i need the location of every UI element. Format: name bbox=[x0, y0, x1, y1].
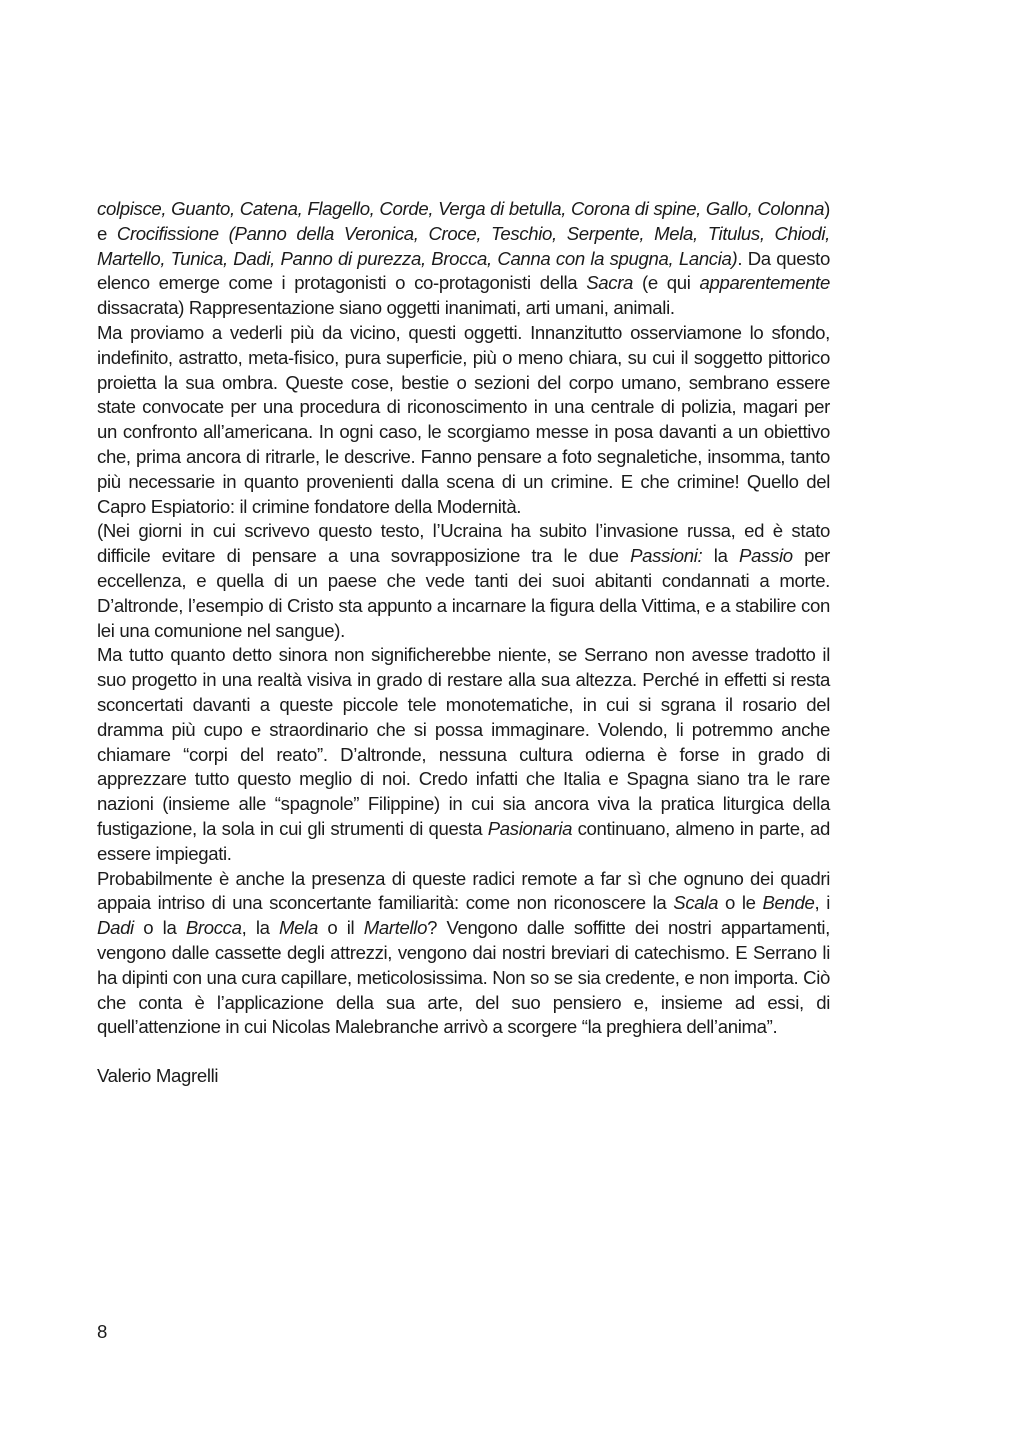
italic-text-run: Bende bbox=[762, 892, 815, 914]
text-run: per eccellenza, e quella di un paese che vede tanti dei suoi abitanti condannati a morte. D’altronde, l’esempio di Cristo sta appunto a incarnare la figura della Vittima, e a stabilire con lei una comunione nel sangue). bbox=[97, 545, 831, 641]
italic-text-run: Brocca bbox=[185, 917, 242, 939]
body-text bbox=[97, 197, 830, 1040]
italic-text-run: Martello bbox=[363, 917, 428, 939]
text-run: dissacrata) Rappresentazione siano oggetti inanimati, arti umani, animali. bbox=[97, 297, 675, 319]
text-run: (Nei giorni in cui scrivevo questo testo, l’Ucraina ha subito l’invasione russa, ed è stato difficile evitare di pensare a una sovrapposizione tra le due bbox=[97, 520, 830, 567]
italic-text-run: Pasionaria bbox=[487, 817, 573, 839]
text-run: o le bbox=[718, 892, 763, 914]
text-run: (e qui bbox=[633, 272, 700, 294]
italic-text-run: Scala bbox=[673, 892, 719, 914]
italic-text-run: Sacra bbox=[586, 272, 634, 294]
text-run: Probabilmente è anche la presenza di queste radici remote a far sì che ognuno dei quadri appaia intriso di una sconcertante familiarità: come non riconoscere la bbox=[97, 867, 830, 914]
italic-text-run: Passio bbox=[739, 545, 793, 567]
paragraph bbox=[97, 321, 830, 519]
italic-text-run: colpisce, Guanto, Catena, Flagello, Corde, Verga di betulla, Corona di spine, Gallo, Colonna bbox=[97, 198, 825, 219]
text-run: ? Vengono dalle soffitte dei nostri appartamenti, vengono dalle cassette degli attrezzi, vengono dai nostri breviari di catechismo. E Serrano li ha dipinti con una cura capillare, meticolosissima. Non so se sia credente, e non importa. Ciò che conta è l’applicazione della sua arte, del suo pensiero e, insieme ad essi, di quell’attenzione in cui Nicolas Malebranche arrivò a scorgere “la preghiera dell’anima”. bbox=[97, 917, 830, 1038]
paragraph bbox=[97, 643, 830, 866]
text-run: Ma tutto quanto detto sinora non significherebbe niente, se Serrano non avesse tradotto il suo progetto in una realtà visiva in grado di restare alla sua altezza. Perché in effetti si resta sconcertati davanti a queste piccole tele monotematiche, in cui si sgrana il rosario del dramma più cupo e straordinario che si possa immaginare. Volendo, li potremmo anche chiamare “corpi del reato”. D’altronde, nessuna cultura odierna è forse in grado di apprezzare tutto questo meglio di noi. Credo infatti che Italia e Spagna siano tra le rare nazioni (insieme alle “spagnole” Filippine) in cui sia ancora viva la pratica liturgica della fustigazione, la sola in cui gli strumenti di questa bbox=[97, 644, 830, 839]
italic-text-run: Crocifissione (Panno della Veronica, Croce, Teschio, Serpente, Mela, Titulus, Chiodi, Martello, Tunica, Dadi, Panno di purezza, Brocca, Canna con la spugna, Lancia) bbox=[97, 222, 830, 269]
paragraph bbox=[97, 519, 830, 643]
paragraph bbox=[97, 197, 830, 321]
page-number: 8 bbox=[97, 1321, 107, 1342]
text-run: . Da questo elenco emerge come i protagonisti o co-protagonisti della bbox=[97, 247, 830, 294]
text-run: o il bbox=[317, 917, 364, 939]
text-run: , i bbox=[814, 892, 830, 914]
text-run: ) e bbox=[97, 198, 830, 244]
page-container bbox=[97, 197, 830, 1089]
text-run: la bbox=[702, 545, 740, 567]
italic-text-run: apparentemente bbox=[699, 272, 830, 294]
text-run: Ma proviamo a vederli più da vicino, questi oggetti. Innanzitutto osserviamone lo sfondo, indefinito, astratto, meta-fisico, pura superficie, più o meno chiara, su cui il soggetto pittorico proietta la sua ombra. Queste cose, bestie o sezioni del corpo umano, sembrano essere state convocate per una procedura di riconoscimento in una centrale di polizia, magari per un confronto all’americana. In ogni caso, le scorgiamo messe in posa davanti a un obiettivo che, prima ancora di ritrarle, le descrive. Fanno pensare a foto segnaletiche, insomma, tanto più necessarie in quanto provenienti dalla scena di un crimine. E che crimine! Quello del Capro Espiatorio: il crimine fondatore della Modernità. bbox=[97, 321, 830, 517]
italic-text-run: Mela bbox=[279, 917, 318, 939]
text-run: continuano, almeno in parte, ad essere impiegati. bbox=[97, 817, 830, 864]
signature: Valerio Magrelli bbox=[97, 1065, 219, 1087]
paragraph bbox=[97, 867, 830, 1041]
italic-text-run: Passioni: bbox=[630, 545, 703, 567]
italic-text-run: Dadi bbox=[97, 917, 134, 939]
text-run: o la bbox=[133, 917, 186, 939]
text-run: , la bbox=[241, 917, 280, 939]
